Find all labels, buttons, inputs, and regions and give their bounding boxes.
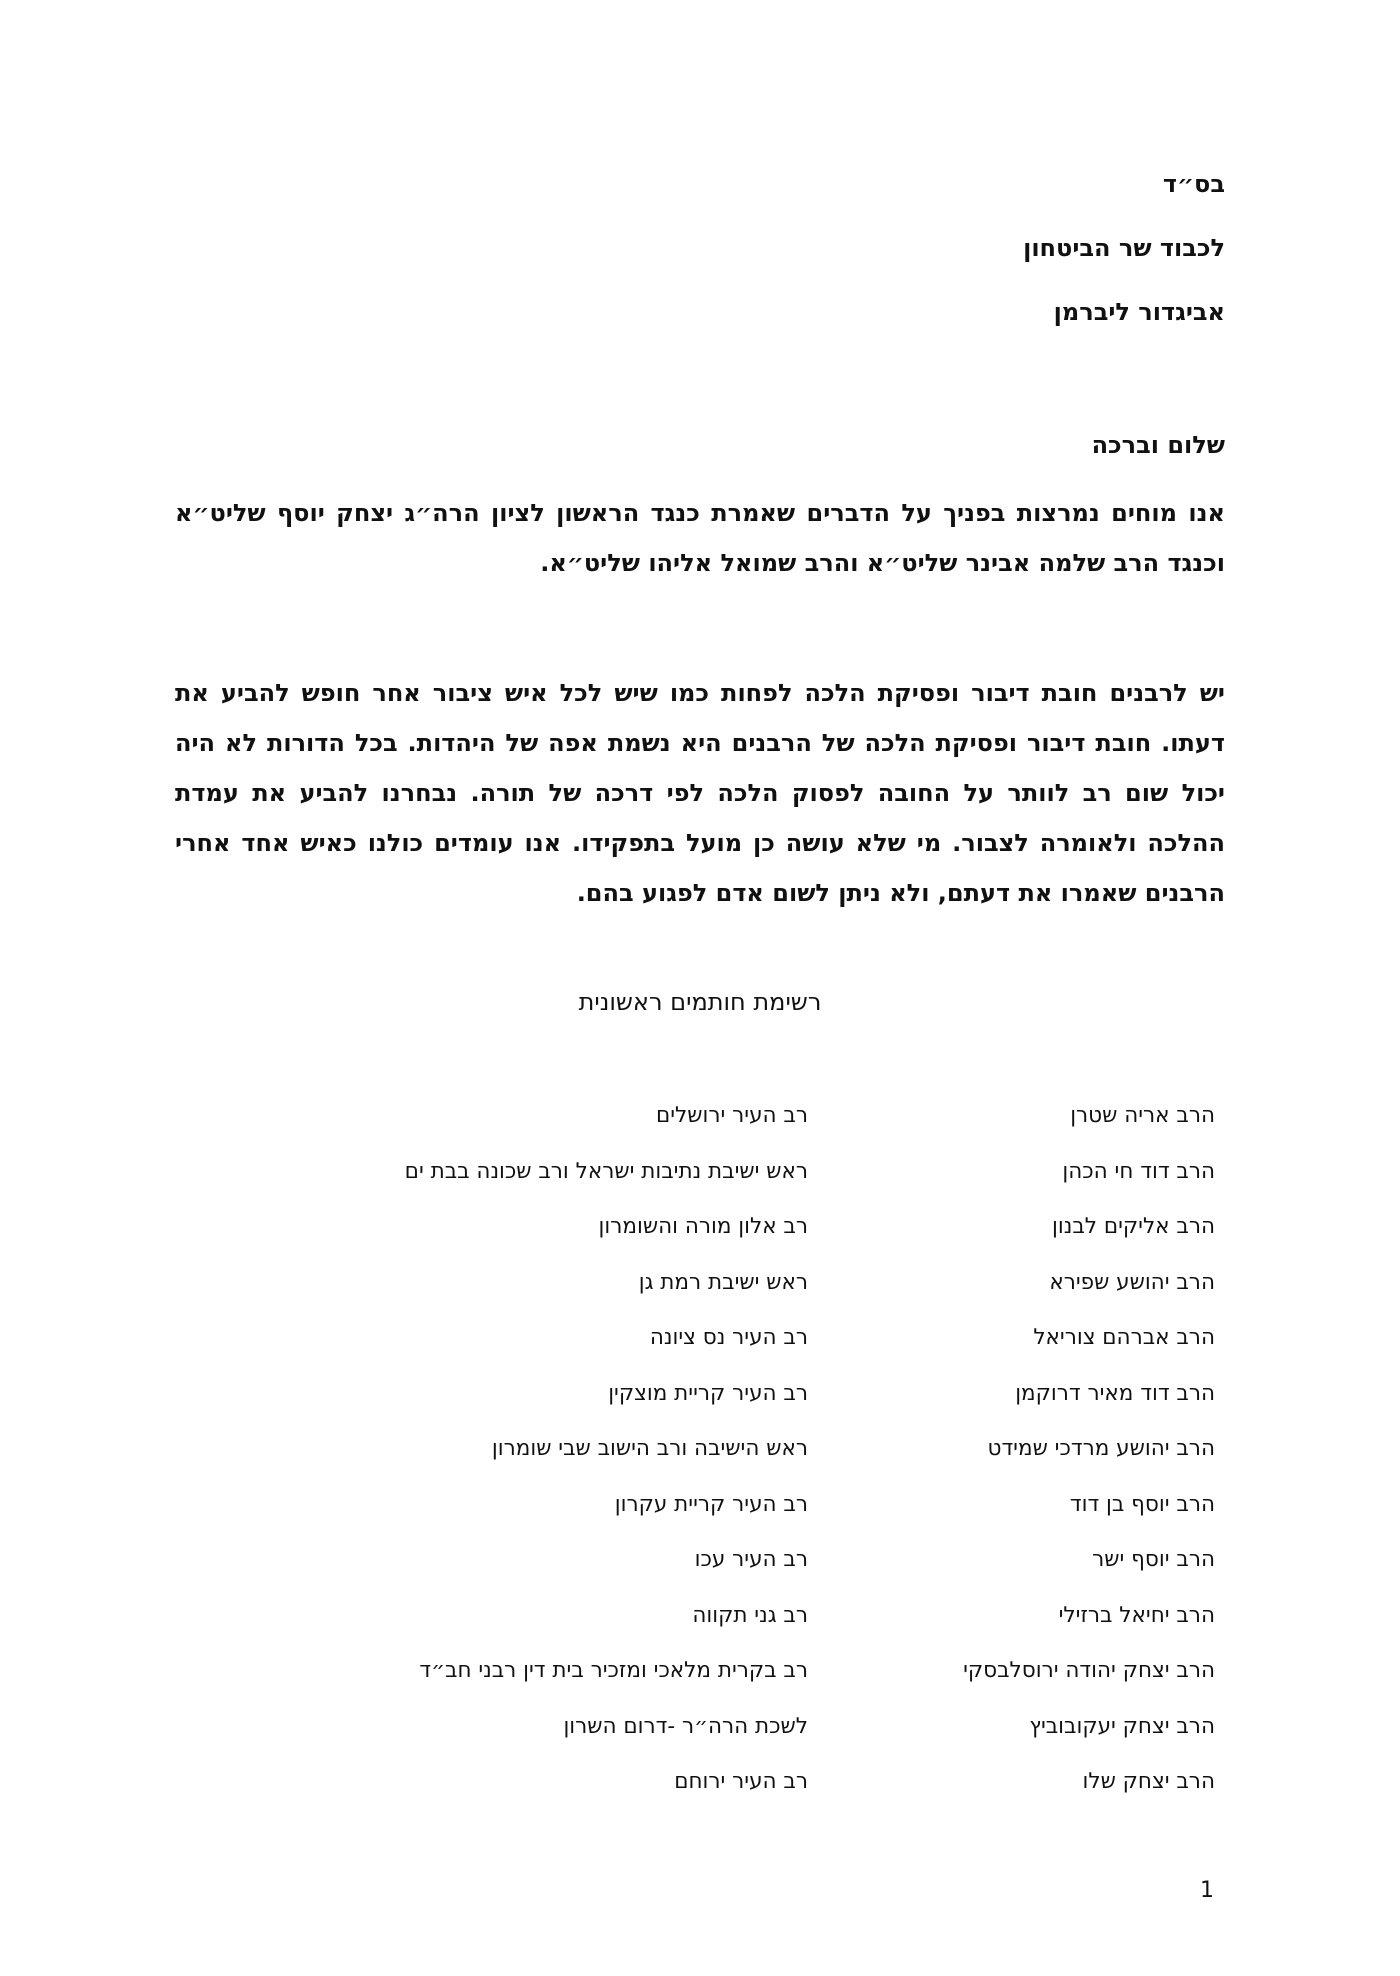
signers-list-title: רשימת חותמים ראשונית: [578, 988, 822, 1016]
signer-row: [0, 1216, 1400, 1272]
signer-role: רב אלון מורה והשומרון: [598, 1214, 808, 1239]
signer-row: [0, 1549, 1400, 1605]
signer-name: הרב יהושע שפירא: [1049, 1269, 1215, 1295]
protest-paragraph: אנו מוחים נמרצות בפניך על הדברים שאמרת כנגד הראשון לציון הרה״ג יצחק יוסף שליט״א וכנגד הרב שלמה אבינר שליט״א והרב שמואל אליהו שליט״א.: [175, 499, 1225, 577]
signer-name: הרב אברהם צוריאל: [1033, 1325, 1215, 1350]
signer-name: הרב יחיאל ברזילי: [1058, 1602, 1215, 1628]
signer-role: רב העיר עכו: [694, 1547, 808, 1572]
signer-name: הרב יצחק שלו: [1082, 1769, 1215, 1794]
religious-header: בס״ד: [1162, 170, 1225, 198]
signer-role: ראש ישיבת רמת גן: [638, 1269, 808, 1295]
signer-row: [0, 1380, 1400, 1439]
signer-name: הרב יוסף ישר: [1092, 1547, 1215, 1572]
signer-name: הרב דוד מאיר דרוקמן: [1015, 1380, 1215, 1406]
statement-paragraph: יש לרבנים חובת דיבור ופסיקת הלכה לפחות כמו שיש לכל איש ציבור אחר חופש להביע את דעתו. חובת דיבור ופסיקת הלכה של הרבנים היא נשמת אפה של היהדות. בכל הדורות לא היה יכול שום רב לוותר על החובה לפסוק הלכה לפי דרכה של תורה. נבחרנו להביע את עמדת ההלכה ולאומרה לצבור. מי שלא עושה כן מועל בתפקידו. אנו עומדים כולנו כאיש אחד אחרי הרבנים שאמרו את דעתם, ולא ניתן לשום אדם לפגוע בהם.: [175, 679, 1225, 907]
recipient-name: אביגדור ליברמן: [1053, 298, 1225, 326]
signer-role: רב העיר קריית מוצקין: [608, 1380, 808, 1406]
signer-row: [0, 1327, 1400, 1383]
signer-name: הרב יוסף בן דוד: [1069, 1491, 1215, 1517]
signer-name: הרב יצחק יעקובוביץ: [1029, 1713, 1215, 1739]
recipient-title: לכבוד שר הביטחון: [1023, 234, 1225, 262]
page-number: 1: [1200, 1878, 1214, 1903]
signer-role: ראש ישיבת נתיבות ישראל ורב שכונה בבת ים: [404, 1158, 808, 1184]
signer-row: [0, 1105, 1400, 1161]
signer-row: [0, 1660, 1400, 1716]
signer-name: הרב דוד חי הכהן: [1062, 1158, 1215, 1184]
signer-role: לשכת הרה״ר -דרום השרון: [563, 1713, 808, 1739]
signer-row: [0, 1438, 1400, 1494]
signer-row: [0, 1158, 1400, 1217]
signer-role: רב בקרית מלאכי ומזכיר בית דין רבני חב״ד: [419, 1658, 808, 1683]
signer-row: [0, 1771, 1400, 1827]
signer-role: רב העיר קריית עקרון: [614, 1491, 808, 1517]
signer-role: רב גני תקווה: [692, 1602, 808, 1628]
signer-row: [0, 1713, 1400, 1772]
signer-row: [0, 1602, 1400, 1661]
signer-row: [0, 1269, 1400, 1328]
signer-role: רב העיר ירוחם: [674, 1769, 808, 1794]
greeting: שלום וברכה: [1091, 431, 1225, 459]
signers-list: [0, 1105, 1400, 1827]
signer-name: הרב יצחק יהודה ירוסלבסקי: [963, 1658, 1215, 1683]
signer-name: הרב אליקים לבנון: [1052, 1214, 1215, 1239]
signer-role: ראש הישיבה ורב הישוב שבי שומרון: [491, 1436, 808, 1461]
signer-row: [0, 1491, 1400, 1550]
signer-name: הרב אריה שטרן: [1070, 1103, 1215, 1128]
signer-role: רב העיר נס ציונה: [649, 1325, 808, 1350]
signer-role: רב העיר ירושלים: [655, 1103, 808, 1128]
signer-name: הרב יהושע מרדכי שמידט: [987, 1436, 1215, 1461]
